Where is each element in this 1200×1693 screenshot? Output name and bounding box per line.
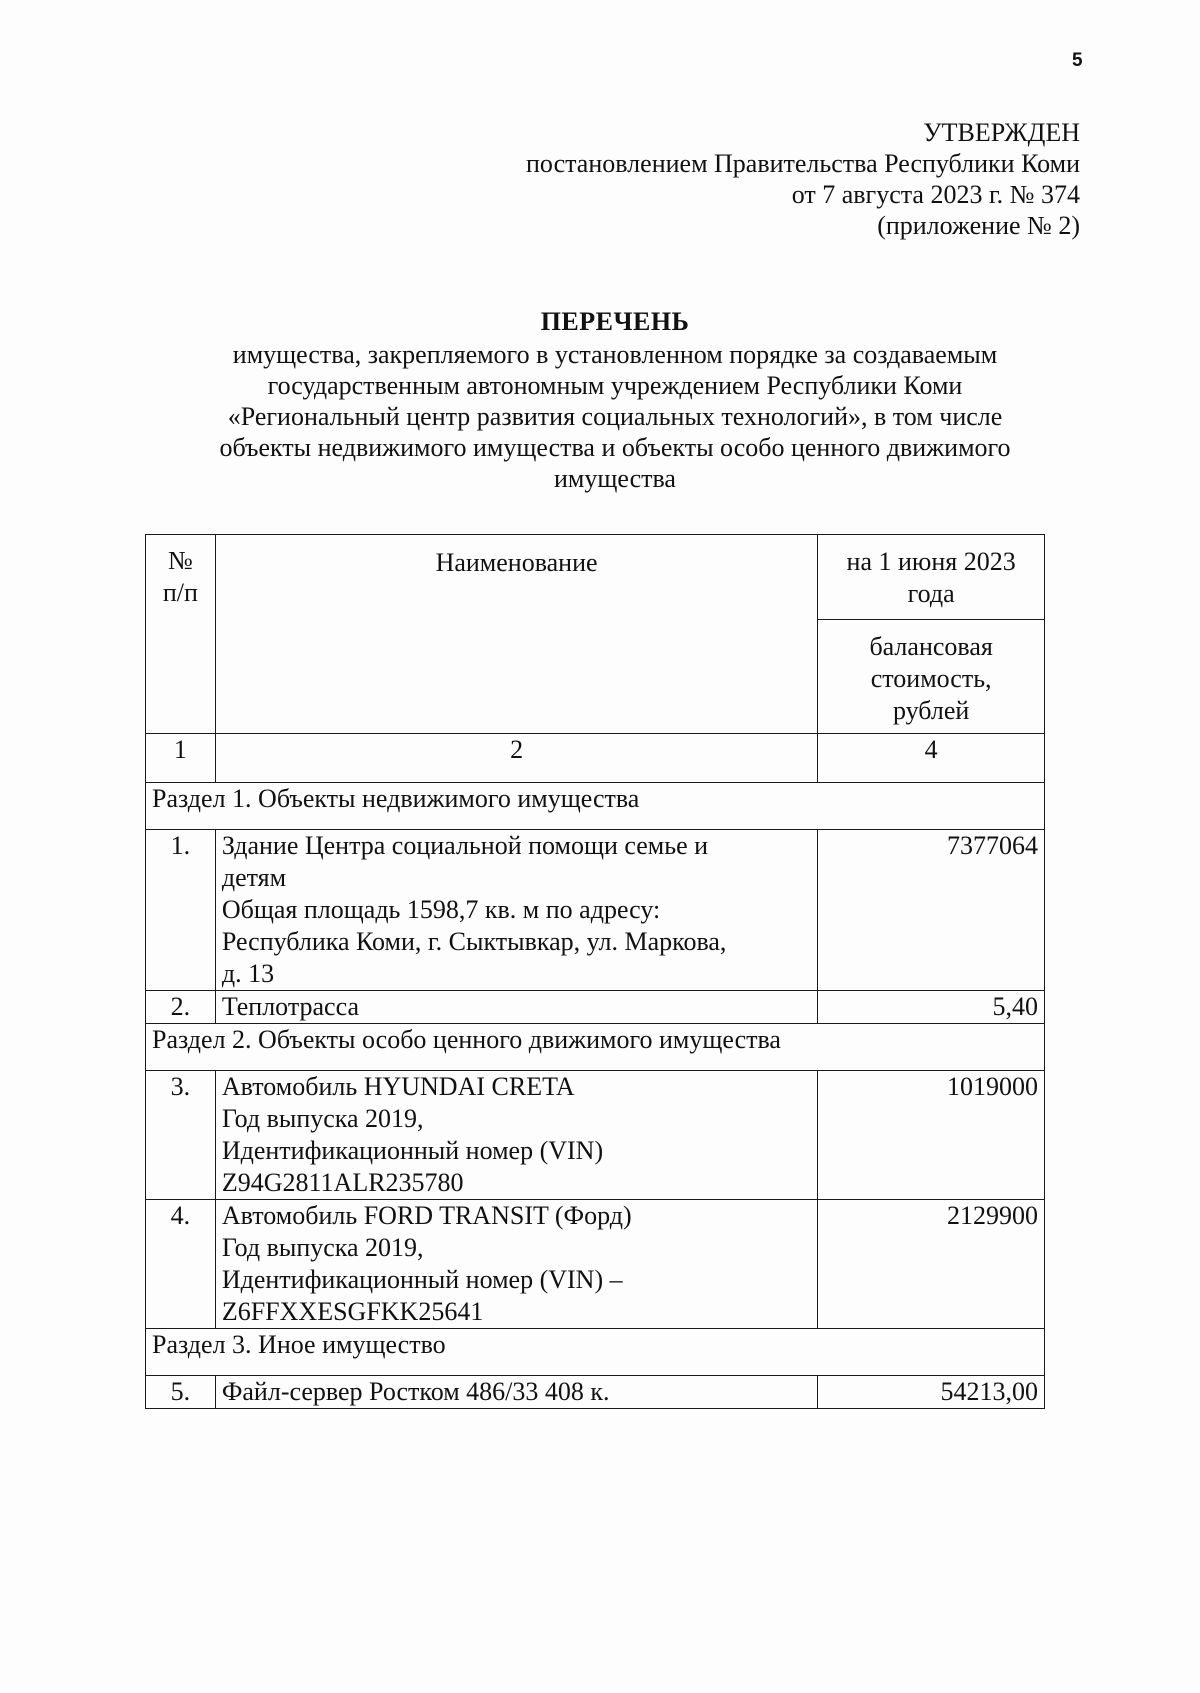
name-line: Автомобиль HYUNDAI CRETA (221, 1072, 575, 1101)
name-line: Автомобиль FORD TRANSIT (Форд) (221, 1201, 632, 1230)
table-row (146, 1200, 1045, 1329)
approval-title: УТВЕРЖДЕН (923, 118, 1080, 147)
subtitle-line: имущества (554, 464, 676, 493)
name-line: Здание Центра социальной помощи семье и (221, 831, 709, 860)
name-line: Республика Коми, г. Сыктывкар, ул. Маркова, (221, 927, 727, 956)
subtitle-line: государственным автономным учреждением Республики Коми (267, 371, 963, 400)
row-number: 5. (146, 1376, 216, 1409)
header-number-cell (146, 535, 216, 734)
approval-stamp-block (526, 117, 1080, 241)
name-line: Идентификационный номер (VIN) (221, 1136, 604, 1165)
document-heading: ПЕРЕЧЕНЬ (540, 307, 690, 336)
property-table (145, 534, 1045, 1409)
section-title: Раздел 2. Объекты особо ценного движимого имущества (146, 1024, 1045, 1071)
section-row (146, 783, 1045, 830)
subtitle-line: объекты недвижимого имущества и объекты особо ценного движимого (219, 433, 1011, 462)
column-number: 4 (818, 734, 1045, 783)
name-line: Год выпуска 2019, (221, 1104, 424, 1133)
row-value: 5,40 (818, 991, 1045, 1024)
row-number: 4. (146, 1200, 216, 1329)
column-number: 1 (146, 734, 216, 783)
header-number-symbol: № (168, 546, 193, 575)
document-subtitle (150, 339, 1080, 494)
approval-authority: постановлением Правительства Республики Коми (526, 149, 1080, 178)
section-row (146, 1329, 1045, 1376)
header-balance-cell (818, 620, 1045, 734)
row-value: 7377064 (818, 830, 1045, 991)
name-line: Общая площадь 1598,7 кв. м по адресу: (221, 895, 661, 924)
row-value: 54213,00 (818, 1376, 1045, 1409)
header-balance-line: рублей (892, 696, 970, 725)
name-line: Год выпуска 2019, (221, 1233, 424, 1262)
header-date-line: на 1 июня 2023 (846, 547, 1016, 576)
row-name (215, 1071, 817, 1200)
page-number: 5 (1072, 50, 1083, 71)
document-title-block (150, 306, 1080, 494)
row-name (215, 830, 817, 991)
table-row (146, 991, 1045, 1024)
subtitle-line: имущества, закрепляемого в установленном порядке за создаваемым (232, 340, 998, 369)
name-line: Теплотрасса (221, 992, 359, 1021)
row-name (215, 1200, 817, 1329)
column-number-row (146, 734, 1045, 783)
table-row (146, 1071, 1045, 1200)
section-title: Раздел 3. Иное имущество (146, 1329, 1045, 1376)
row-value: 2129900 (818, 1200, 1045, 1329)
header-date-cell (818, 535, 1045, 620)
row-name (215, 1376, 817, 1409)
section-title: Раздел 1. Объекты недвижимого имущества (146, 783, 1045, 830)
approval-appendix: (приложение № 2) (877, 211, 1080, 240)
subtitle-line: «Региональный центр развития социальных технологий», в том числе (227, 402, 1003, 431)
header-balance-line: стоимость, (870, 664, 992, 693)
name-line: Файл-сервер Ростком 486/33 408 к. (221, 1377, 610, 1406)
header-name-cell: Наименование (215, 535, 817, 734)
name-line: детям (221, 863, 287, 892)
header-date-line: года (907, 579, 955, 608)
header-balance-line: балансовая (869, 632, 993, 661)
row-number: 1. (146, 830, 216, 991)
column-number: 2 (215, 734, 817, 783)
name-line: Идентификационный номер (VIN) – (221, 1265, 623, 1294)
name-line: д. 13 (221, 959, 275, 988)
name-line: Z94G2811ALR235780 (221, 1168, 464, 1197)
row-number: 2. (146, 991, 216, 1024)
header-number-abbrev: п/п (162, 578, 198, 607)
name-line: Z6FFXXESGFKK25641 (221, 1297, 484, 1326)
section-row (146, 1024, 1045, 1071)
row-number: 3. (146, 1071, 216, 1200)
table-header-row (146, 535, 1045, 620)
table-row (146, 1376, 1045, 1409)
row-name (215, 991, 817, 1024)
table-row (146, 830, 1045, 991)
row-value: 1019000 (818, 1071, 1045, 1200)
approval-date: от 7 августа 2023 г. № 374 (791, 180, 1080, 209)
